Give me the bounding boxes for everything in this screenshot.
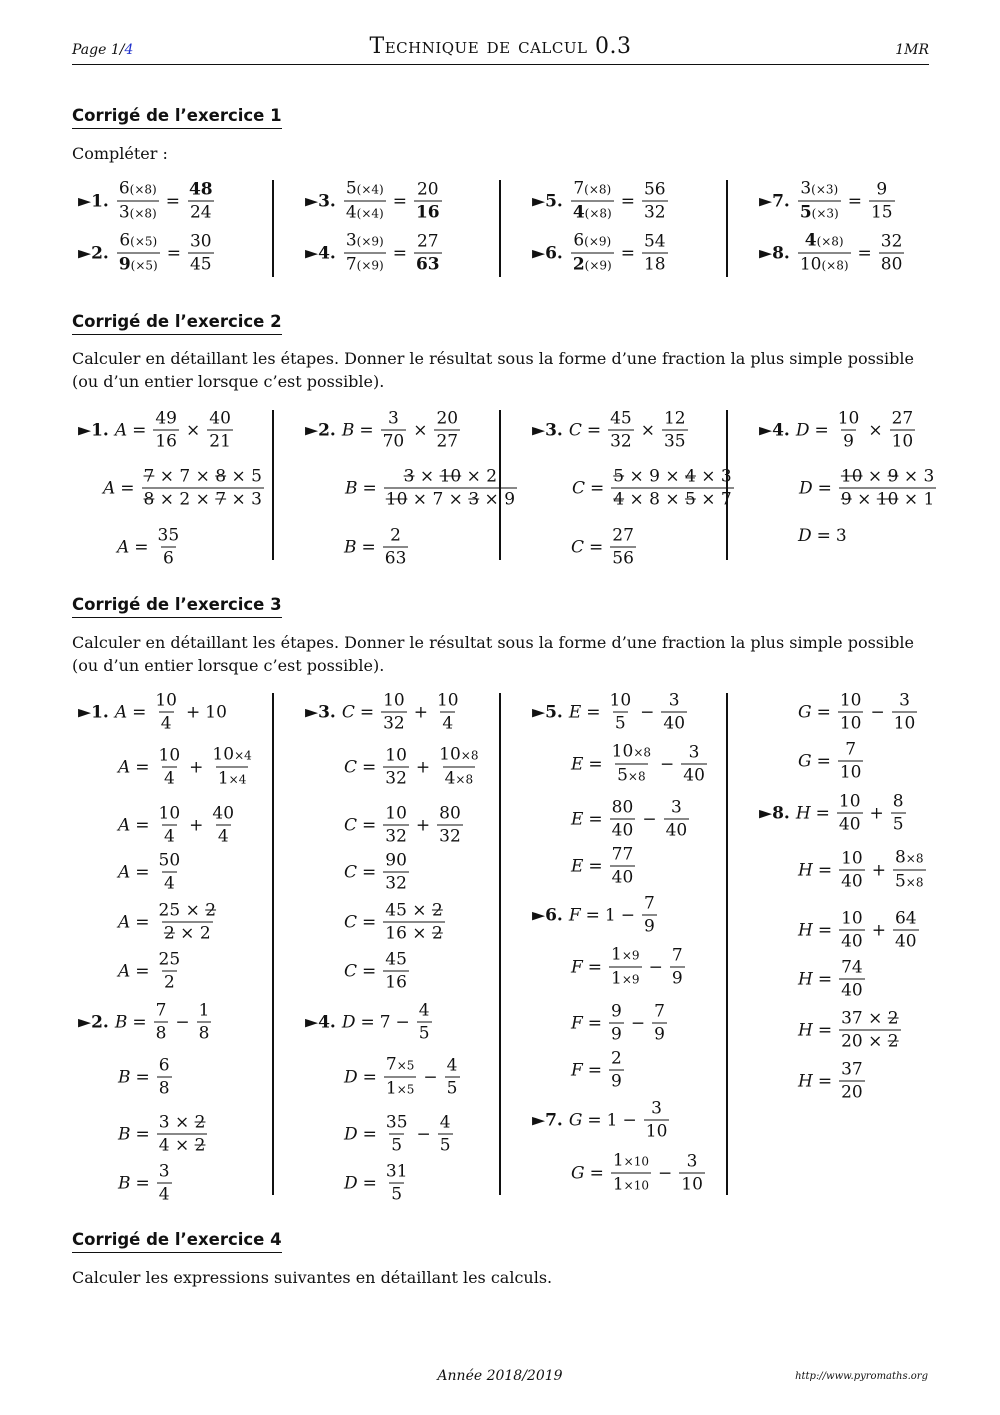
fraction-item: ►4. $\frac{3(\times 9)}{7(\times 9)}$ = $\frac{27}{63}$ [305,230,440,275]
exercise-2-title: Corrigé de l’exercice 2 [72,312,282,335]
math-line: C = $\frac{10}{32}$ + $\frac{80}{32}$ [344,803,461,847]
exercise-1-instruction: Compléter : [72,144,168,163]
math-line: ►7. G = 1 − $\frac{3}{10}$ [532,1098,668,1142]
document-title: Technique de calcul 0.3 [369,34,632,59]
fraction-item: ►8. $\frac{4(\times 8)}{10(\times 8)}$ = $\frac{32}{80}$ [759,230,903,275]
math-line: E = $\frac{10\times 8}{5\times 8}$ − $\frac{3}{40}$ [571,741,705,786]
math-line: ►1. A = $\frac{10}{4}$ + 10 [78,690,227,734]
exercise-4-instruction: Calculer les expressions suivantes en détaillant les calculs. [72,1268,553,1287]
math-line: C = $\frac{45}{16}$ [344,949,407,993]
math-line: ►2. B = $\frac{7}{8}$ − $\frac{1}{8}$ [78,1000,210,1044]
exercise-4-title: Corrigé de l’exercice 4 [72,1230,282,1253]
fraction-item: ►2. $\frac{6(\times 5)}{9(\times 5)}$ = $\frac{30}{45}$ [78,230,212,275]
product-statement: ►2. B = $\frac{3}{70}$ × $\frac{20}{27}$ [305,408,459,452]
fraction-item: ►1. $\frac{6(\times 8)}{3(\times 8)}$ = $\frac{48}{24}$ [78,178,213,223]
math-line: ►5. E = $\frac{10}{5}$ − $\frac{3}{40}$ [532,690,686,734]
footer-year: Année 2018/2019 [437,1368,563,1384]
product-statement: ►1. A = $\frac{49}{16}$ × $\frac{40}{21}$ [78,408,231,452]
class-label: 1MR [895,42,929,58]
math-line: C = $\frac{90}{32}$ [344,850,407,894]
math-line: B = $\frac{3}{4}$ [118,1161,170,1205]
math-line: G = $\frac{7}{10}$ [798,739,862,783]
product-statement: ►3. C = $\frac{45}{32}$ × $\frac{12}{35}$ [532,408,686,452]
math-line: D = $\frac{31}{5}$ [344,1161,408,1205]
fraction-item: ►7. $\frac{3(\times 3)}{5(\times 3)}$ = $\frac{9}{15}$ [759,178,893,223]
math-line: G = $\frac{1\times 10}{1\times 10}$ − $\frac{3}{10}$ [571,1150,703,1195]
math-line: A = $\frac{10}{4}$ + $\frac{10\times 4}{1\times 4}$ [118,744,252,789]
simplification-step: D = $\frac{10 \times 9 \times 3}{9 \times 10 \times 1}$ [799,466,935,510]
math-line: F = $\frac{1\times 9}{1\times 9}$ − $\frac{7}{9}$ [571,944,683,989]
footer-url[interactable]: http://www.pyromaths.org [795,1371,928,1382]
math-line: ►4. D = 7 − $\frac{4}{5}$ [305,1000,430,1044]
exercise-2-instruction: Calculer en détaillant les étapes. Donner le résultat sous la forme d’une fraction la plus simple possible (ou d’un entier lorsque c’est possible). [72,349,914,391]
math-line: A = $\frac{25}{2}$ [118,949,181,993]
exercise-3-title: Corrigé de l’exercice 3 [72,595,282,618]
math-line: H = $\frac{74}{40}$ [798,957,863,1001]
column-separator [499,180,501,277]
column-separator [272,180,274,277]
simplification-step: C = $\frac{5 \times 9 \times 4 \times 3}{4 \times 8 \times 5 \times 7}$ [572,466,732,510]
math-line: A = $\frac{50}{4}$ [118,850,181,894]
page-number: Page 1/4 [72,42,134,58]
simplification-step: B = $\frac{3 \times 10 \times 2}{10 \times 7 \times 3 \times 9}$ [345,466,516,510]
math-line: H = $\frac{10}{40}$ + $\frac{8\times 8}{5\times 8}$ [798,847,924,892]
page-total-link[interactable]: 4 [124,42,134,58]
math-line: E = $\frac{77}{40}$ [571,844,634,888]
column-separator [499,693,501,1195]
math-line: ►8. H = $\frac{10}{40}$ + $\frac{8}{5}$ [759,791,904,835]
fraction-item: ►6. $\frac{6(\times 9)}{2(\times 9)}$ = $\frac{54}{18}$ [532,230,666,275]
math-line: G = $\frac{10}{10}$ − $\frac{3}{10}$ [798,690,916,734]
math-line: ►3. C = $\frac{10}{32}$ + $\frac{10}{4}$ [305,690,459,734]
column-separator [272,693,274,1195]
math-line: H = $\frac{37 \times 2}{20 \times 2}$ [798,1008,899,1052]
result-line: A = $\frac{35}{6}$ [117,525,180,569]
math-line: C = $\frac{10}{32}$ + $\frac{10\times 8}{4\times 8}$ [344,744,479,789]
result-line: D = 3 [798,526,847,546]
math-line: A = $\frac{10}{4}$ + $\frac{40}{4}$ [118,803,235,847]
math-line: F = $\frac{9}{9}$ − $\frac{7}{9}$ [571,1001,665,1045]
math-line: B = $\frac{6}{8}$ [118,1055,170,1099]
result-line: B = $\frac{2}{63}$ [344,525,407,569]
exercise-1-title: Corrigé de l’exercice 1 [72,106,282,129]
column-separator [726,180,728,277]
math-line: F = $\frac{2}{9}$ [571,1048,622,1092]
product-statement: ►4. D = $\frac{10}{9}$ × $\frac{27}{10}$ [759,408,914,452]
fraction-item: ►3. $\frac{5(\times 4)}{4(\times 4)}$ = $\frac{20}{16}$ [305,178,440,223]
math-line: A = $\frac{25 \times 2}{2 \times 2}$ [118,900,217,944]
page-header [72,34,929,65]
math-line: D = $\frac{35}{5}$ − $\frac{4}{5}$ [344,1112,451,1156]
math-line: D = $\frac{7\times 5}{1\times 5}$ − $\frac{4}{5}$ [344,1054,458,1099]
column-separator [272,410,274,560]
math-line: B = $\frac{3 \times 2}{4 \times 2}$ [118,1112,206,1156]
fraction-item: ►5. $\frac{7(\times 8)}{4(\times 8)}$ = $\frac{56}{32}$ [532,178,666,223]
result-line: C = $\frac{27}{56}$ [571,525,634,569]
math-line: H = $\frac{37}{20}$ [798,1059,863,1103]
column-separator [726,693,728,1195]
math-line: ►6. F = 1 − $\frac{7}{9}$ [532,893,655,937]
math-line: C = $\frac{45 \times 2}{16 \times 2}$ [344,900,443,944]
math-line: E = $\frac{80}{40}$ − $\frac{3}{40}$ [571,797,688,841]
math-line: H = $\frac{10}{40}$ + $\frac{64}{40}$ [798,908,917,952]
exercise-3-instruction: Calculer en détaillant les étapes. Donner le résultat sous la forme d’une fraction la plus simple possible (ou d’un entier lorsque c’est possible). [72,633,914,675]
simplification-step: A = $\frac{7 \times 7 \times 8 \times 5}{8 \times 2 \times 7 \times 3}$ [103,466,262,510]
